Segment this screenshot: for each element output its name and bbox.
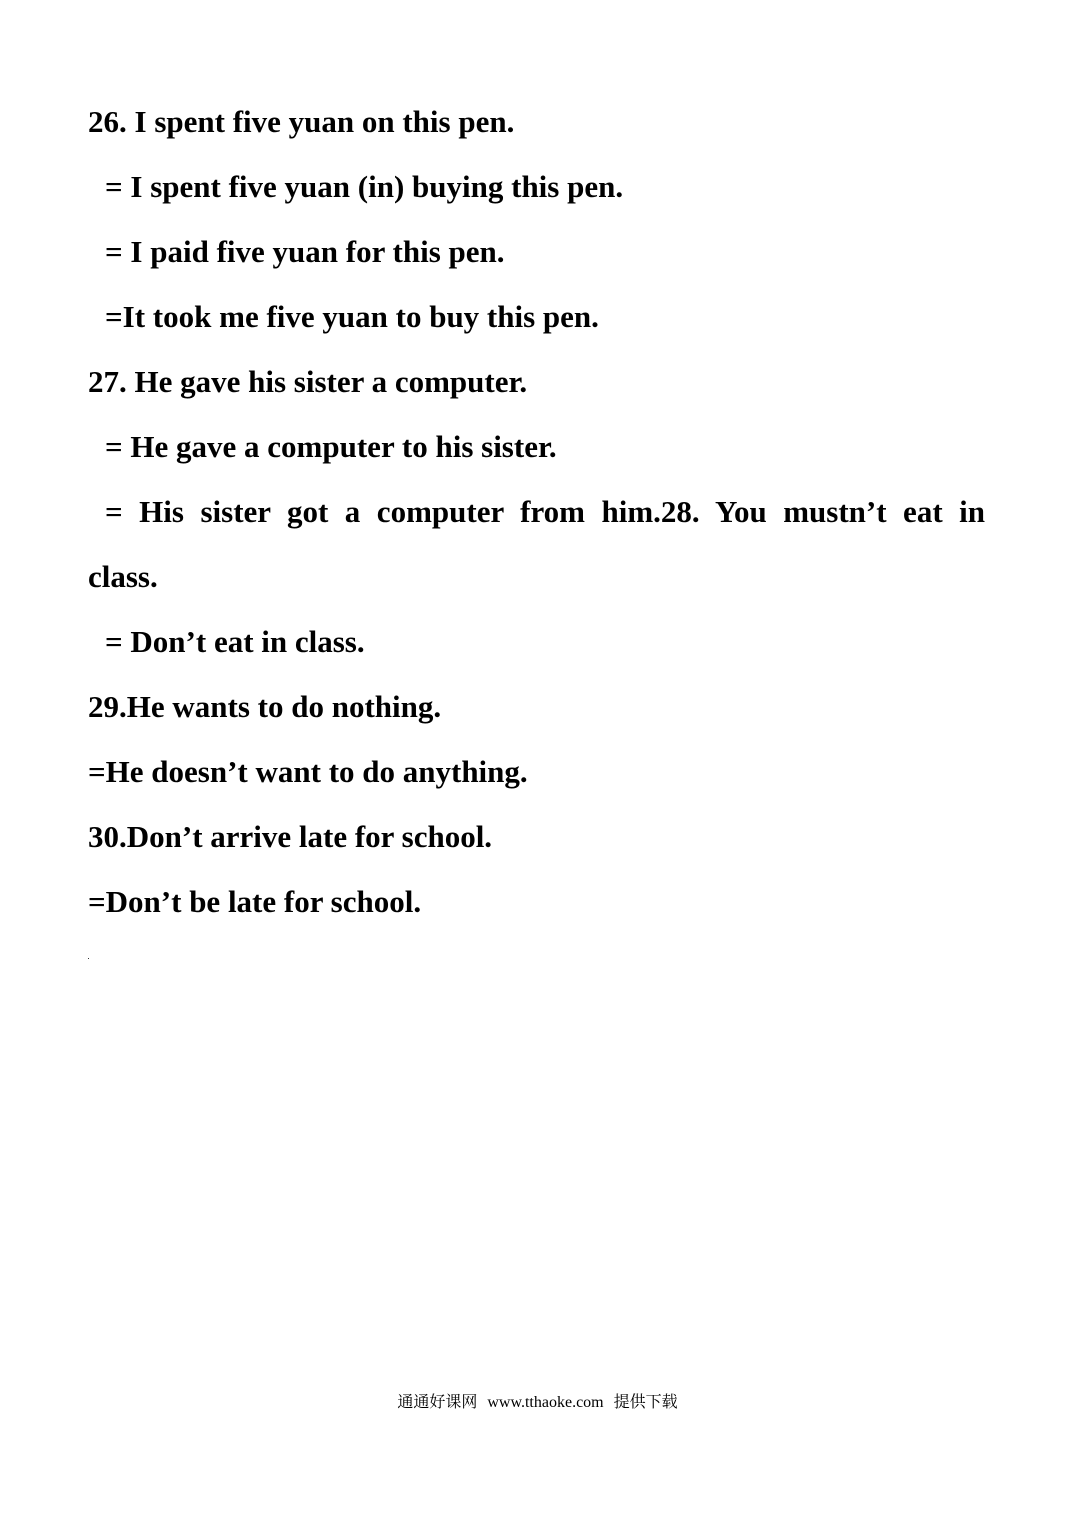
sentence-28-continued: class.: [88, 559, 158, 594]
sentence-29-alt-1: =He doesn’t want to do anything.: [88, 754, 528, 789]
page-footer: [0, 1392, 1075, 1413]
sentence-30: 30.Don’t arrive late for school.: [88, 819, 493, 854]
sentence-27: 27. He gave his sister a computer.: [88, 364, 528, 399]
sentence-27-alt-2-and-28: = His sister got a computer from him.28. You mustn’t eat in: [105, 494, 985, 529]
sentence-26-alt-1: = I spent five yuan (in) buying this pen.: [105, 169, 624, 204]
footer-site-name: 通通好课网: [397, 1392, 478, 1411]
footer-suffix: 提供下载: [613, 1392, 678, 1411]
sentence-27-alt-1: = He gave a computer to his sister.: [105, 429, 557, 464]
sentence-29: 29.He wants to do nothing.: [88, 689, 442, 724]
sentence-30-alt-1: =Don’t be late for school.: [88, 884, 422, 919]
footer-url-link[interactable]: www.tthaoke.com: [487, 1394, 604, 1411]
sentence-26-alt-3: =It took me five yuan to buy this pen.: [105, 299, 599, 334]
sentence-26-alt-2: = I paid five yuan for this pen.: [105, 234, 505, 269]
sentence-26: 26. I spent five yuan on this pen.: [88, 104, 515, 139]
stray-dot-mark: [88, 958, 89, 959]
sentence-28-alt-1: = Don’t eat in class.: [105, 624, 365, 659]
